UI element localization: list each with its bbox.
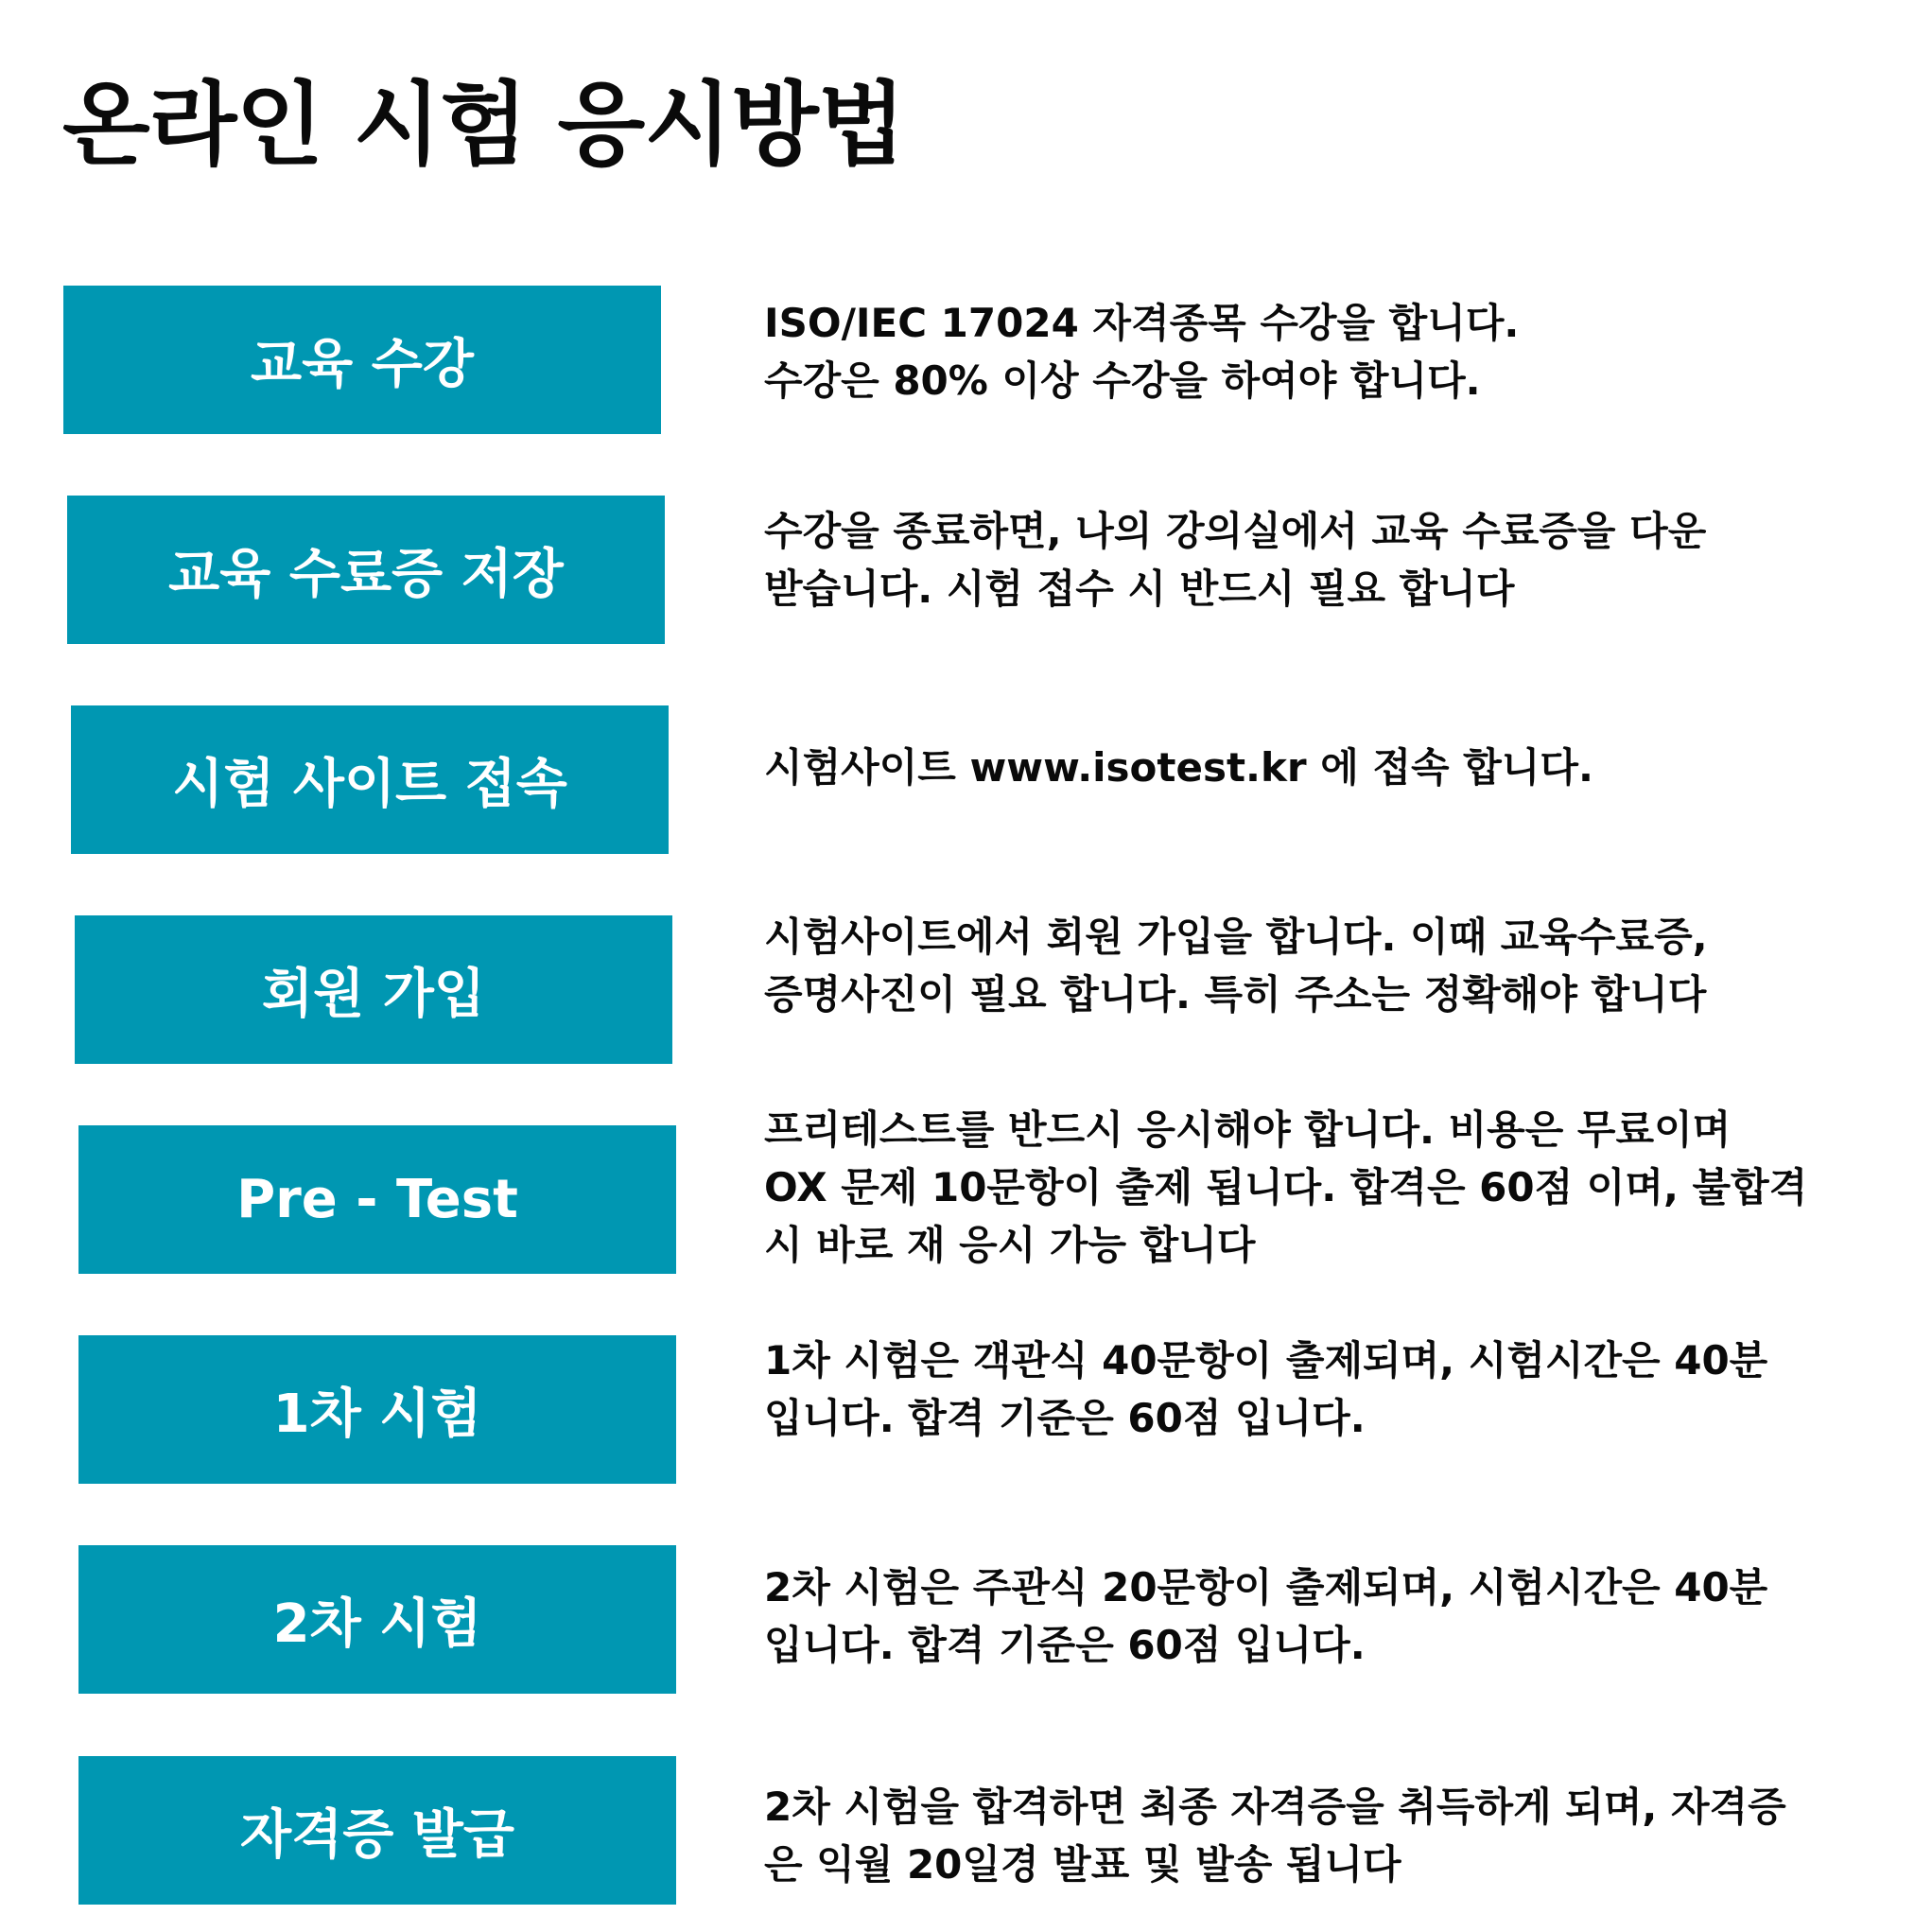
- page-title: 온라인 시험 응시방법: [62, 72, 905, 178]
- step-description: [764, 1778, 1899, 1893]
- step-box-certificate-save: [67, 496, 665, 644]
- step-description: [764, 502, 1899, 618]
- description-line: 시험사이트 www.isotest.kr 에 접속 합니다.: [764, 744, 1593, 791]
- step-label: 교육 수료증 저장: [168, 543, 564, 605]
- step-label: 자격증 발급: [240, 1803, 514, 1866]
- step-box-course: [63, 286, 661, 434]
- step-label: 회원 가입: [262, 963, 485, 1025]
- step-description: [764, 908, 1899, 1023]
- step-description: [764, 1558, 1899, 1674]
- step-label: Pre - Test: [236, 1169, 518, 1230]
- step-box-second-exam: [78, 1545, 676, 1694]
- step-box-site-access: [71, 705, 669, 854]
- step-label: 시험 사이트 접속: [172, 753, 567, 815]
- description-line: ISO/IEC 17024 자격종목 수강을 합니다.: [764, 300, 1520, 346]
- description-line: OX 문제 10문항이 출제 됩니다. 합격은 60점 이며, 불합격: [764, 1164, 1808, 1210]
- description-line: 받습니다. 시험 접수 시 반드시 필요 합니다: [764, 566, 1515, 612]
- description-line: 입니다. 합격 기준은 60점 입니다.: [764, 1622, 1366, 1668]
- description-line: 시 바로 재 응시 가능 합니다: [764, 1222, 1256, 1268]
- step-description: [764, 739, 1899, 796]
- step-box-certificate-issue: [78, 1756, 676, 1905]
- step-label: 1차 시험: [272, 1383, 482, 1445]
- description-line: 2차 시험은 주관식 20문항이 출제되며, 시험시간은 40분: [764, 1564, 1768, 1610]
- description-line: 프리테스트를 반드시 응시해야 합니다. 비용은 무료이며: [764, 1106, 1732, 1153]
- step-box-pre-test: [78, 1125, 676, 1274]
- description-line: 은 익월 20일경 발표 및 발송 됩니다: [764, 1841, 1401, 1888]
- step-description: [764, 294, 1899, 409]
- step-label: 2차 시험: [272, 1593, 482, 1655]
- step-description: [764, 1332, 1899, 1447]
- description-line: 2차 시험을 합격하면 최종 자격증을 취득하게 되며, 자격증: [764, 1784, 1786, 1830]
- description-line: 시험사이트에서 회원 가입을 합니다. 이때 교육수료증,: [764, 914, 1708, 960]
- step-label: 교육 수강: [251, 333, 474, 395]
- description-line: 1차 시험은 객관식 40문항이 출제되며, 시험시간은 40분: [764, 1337, 1768, 1384]
- step-description: [764, 1101, 1899, 1274]
- step-box-first-exam: [78, 1335, 676, 1484]
- description-line: 증명사진이 필요 합니다. 특히 주소는 정확해야 합니다: [764, 971, 1707, 1018]
- description-line: 수강을 종료하면, 나의 강의실에서 교육 수료증을 다운: [764, 508, 1707, 554]
- description-line: 입니다. 합격 기준은 60점 입니다.: [764, 1395, 1366, 1441]
- step-box-sign-up: [75, 915, 672, 1064]
- description-line: 수강은 80% 이상 수강을 하여야 합니다.: [764, 357, 1481, 404]
